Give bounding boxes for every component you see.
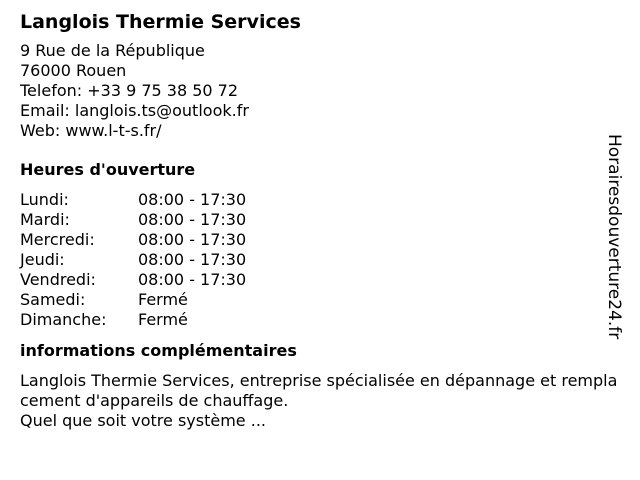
day-hours: 08:00 - 17:30: [138, 230, 247, 249]
opening-hours-heading: Heures d'ouverture: [20, 160, 196, 179]
hours-row-saturday: [20, 290, 246, 310]
phone-line[interactable]: Telefon: +33 9 75 38 50 72: [20, 81, 239, 100]
hours-row-sunday: [20, 310, 246, 330]
day-label: Samedi:: [20, 290, 86, 309]
day-label: Dimanche:: [20, 310, 107, 329]
day-label: Lundi:: [20, 190, 69, 209]
day-label: Mercredi:: [20, 230, 95, 249]
day-hours: 08:00 - 17:30: [138, 250, 247, 269]
day-label: Jeudi:: [20, 250, 65, 269]
business-description: Langlois Thermie Services, entreprise spécialisée en dépannage et remplacement d'appareils de chauffage.: [20, 371, 618, 410]
address-city: 76000 Rouen: [20, 61, 127, 80]
site-watermark: Horairesdouverture24.fr: [604, 134, 624, 340]
hours-row-thursday: [20, 250, 246, 270]
day-label: Mardi:: [20, 210, 70, 229]
day-hours: Fermé: [138, 290, 188, 309]
email-line[interactable]: Email: langlois.ts@outlook.fr: [20, 101, 249, 120]
day-hours: 08:00 - 17:30: [138, 210, 247, 229]
description-more: Quel que soit votre système ...: [20, 411, 266, 430]
hours-row-monday: [20, 190, 246, 210]
day-hours: 08:00 - 17:30: [138, 270, 247, 289]
day-hours: 08:00 - 17:30: [138, 190, 247, 209]
business-name: Langlois Thermie Services: [20, 11, 301, 33]
hours-row-tuesday: [20, 210, 246, 230]
website-line[interactable]: Web: www.l-t-s.fr/: [20, 121, 162, 140]
address-street: 9 Rue de la République: [20, 41, 205, 60]
hours-row-wednesday: [20, 230, 246, 250]
hours-row-friday: [20, 270, 246, 290]
additional-info-heading: informations complémentaires: [20, 341, 297, 360]
day-label: Vendredi:: [20, 270, 96, 289]
opening-hours-table: [20, 190, 246, 330]
business-card: [20, 10, 620, 431]
day-hours: Fermé: [138, 310, 188, 329]
